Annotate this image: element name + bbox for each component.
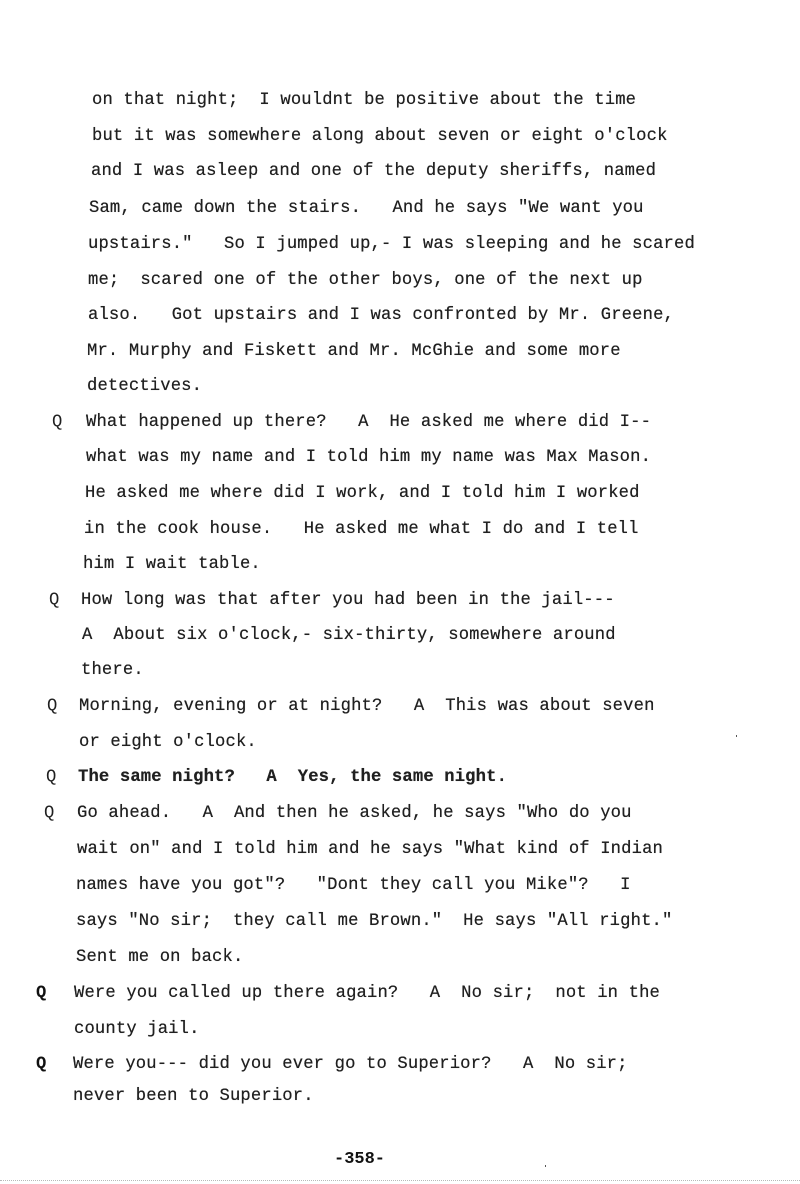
text-line: Go ahead. A And then he asked, he says "Who do you (77, 804, 632, 823)
text-line: detectives. (87, 377, 203, 396)
text-line: in the cook house. He asked me what I do and I tell (84, 520, 639, 539)
text-line: but it was somewhere along about seven or eight o'clock (92, 127, 668, 146)
scan-speck (545, 1165, 546, 1167)
text-line: Mr. Murphy and Fiskett and Mr. McGhie and some more (87, 342, 621, 361)
text-line: or eight o'clock. (79, 733, 257, 752)
scan-speck (736, 735, 737, 737)
text-line: says "No sir; they call me Brown." He says "All right." (76, 912, 673, 931)
text-line: Were you--- did you ever go to Superior? A No sir; (73, 1055, 628, 1074)
question-marker: Q (36, 1055, 47, 1074)
text-line: what was my name and I told him my name was Max Mason. (86, 448, 652, 467)
text-line: How long was that after you had been in the jail--- (81, 591, 615, 610)
page-number: -358- (334, 1150, 386, 1169)
question-marker: Q (47, 697, 58, 716)
text-line: The same night? A Yes, the same night. (78, 768, 508, 787)
question-marker: Q (46, 768, 57, 787)
question-marker: Q (52, 413, 63, 432)
question-marker: Q (36, 984, 47, 1003)
text-line: wait on" and I told him and he says "What kind of Indian (77, 840, 663, 859)
text-line: names have you got"? "Dont they call you Mike"? I (76, 876, 631, 895)
text-line: on that night; I wouldnt be positive about the time (92, 91, 637, 110)
text-line: Morning, evening or at night? A This was about seven (79, 697, 655, 716)
text-line: Were you called up there again? A No sir; not in the (74, 984, 660, 1003)
text-line: and I was asleep and one of the deputy sheriffs, named (91, 162, 657, 181)
text-line: county jail. (74, 1020, 200, 1039)
text-line: also. Got upstairs and I was confronted by Mr. Greene, (88, 306, 674, 325)
question-marker: Q (44, 804, 55, 823)
text-line: He asked me where did I work, and I told him I worked (85, 484, 640, 503)
text-line: upstairs." So I jumped up,- I was sleeping and he scared (88, 235, 695, 254)
text-line: Sam, came down the stairs. And he says "We want you (89, 199, 644, 218)
text-line: A About six o'clock,- six-thirty, somewhere around (82, 626, 616, 645)
text-line: me; scared one of the other boys, one of the next up (88, 271, 643, 290)
text-line: there. (81, 661, 144, 680)
text-line: him I wait table. (83, 555, 261, 574)
text-line: What happened up there? A He asked me where did I-- (86, 413, 652, 432)
text-line: never been to Superior. (73, 1087, 314, 1106)
question-marker: Q (49, 591, 60, 610)
text-line: Sent me on back. (76, 948, 244, 967)
scan-edge-rule (0, 1180, 800, 1181)
